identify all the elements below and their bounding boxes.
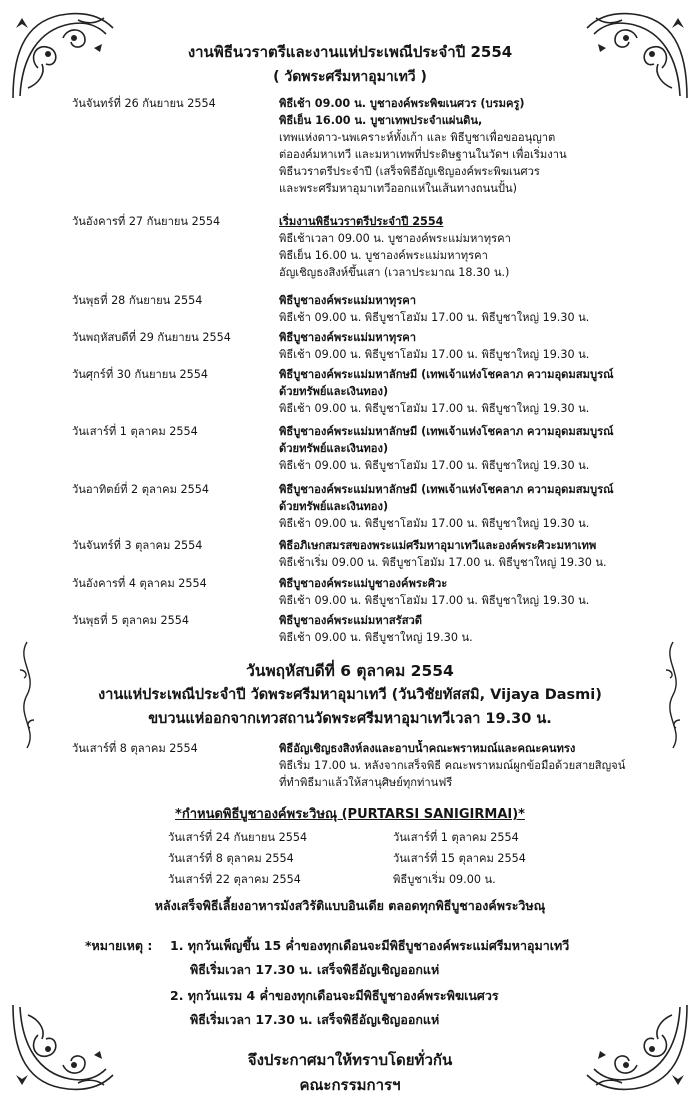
schedule-details [279,575,659,609]
schedule-details [279,740,659,791]
schedule-line: อัญเชิญธงสิงห์ขึ้นเสา (เวลาประมาณ 18.30 น.) [279,266,510,279]
schedule-date: วันพุธที่ 28 กันยายน 2554 [72,294,203,307]
schedule-line: พิธีเช้า 09.00 น. พิธีบูชาโฮมัม 17.00 น. พิธีบูชาใหญ่ 19.30 น. [279,517,590,530]
schedule-date: วันอังคารที่ 4 ตุลาคม 2554 [72,577,207,590]
schedule-date: วันพุธที่ 5 ตุลาคม 2554 [72,614,190,627]
schedule-line: พิธีอัญเชิญธงสิงห์ลงและอาบน้ำคณะพราหมณ์และคณะคนทรง [279,742,576,755]
schedule-details [279,423,659,474]
schedule-details [279,612,659,646]
note-1: 1. ทุกวันเพ็ญขึ้น 15 ค่ำของทุกเดือนจะมีพิธีบูชาองค์พระแม่ศรีมหาอุมาเทวี [170,938,570,953]
schedule-line: และพระศรีมหาอุมาเทวีออกแห่ในเส้นทางถนนปั้น) [279,182,517,195]
schedule-line: พิธีเช้า 09.00 น. พิธีบูชาโฮมัม 17.00 น. พิธีบูชาใหญ่ 19.30 น. [279,348,590,361]
schedule-date: วันเสาร์ที่ 8 ตุลาคม 2554 [72,742,198,755]
purtarsi-date: วันเสาร์ที่ 15 ตุลาคม 2554 [393,852,526,865]
notes-label: *หมายเหตุ : [85,938,153,953]
procession-title: งานแห่ประเพณีประจำปี วัดพระศรีมหาอุมาเทวี (วันวิชัยทัสสมิ, Vijaya Dasmi) [98,687,602,703]
schedule-details [279,329,659,363]
schedule-line: ต่อองค์มหาเทวี และมหาเทพที่ประดิษฐานในวัดฯ เพื่อเริ่มงาน [279,148,567,161]
schedule-line: พิธีเช้า 09.00 น. พิธีบูชาโฮมัม 17.00 น. พิธีบูชาใหญ่ 19.30 น. [279,402,590,415]
schedule-line: พิธีบูชาองค์พระแม่มหาทุรคา [279,331,417,344]
schedule-details [279,292,659,326]
schedule-line: พิธีบูชาองค์พระแม่มหาลักษมี (เทพเจ้าแห่งโชคลาภ ความอุดมสมบูรณ์ [279,483,614,496]
page-subtitle: ( วัดพระศรีมหาอุมาเทวี ) [273,69,427,85]
schedule-line: พิธีเช้า 09.00 น. พิธีบูชาใหญ่ 19.30 น. [279,631,473,644]
schedule-line: พิธีเช้า 09.00 น. บูชาองค์พระพิฆเนศวร (บรมครู) [279,97,525,110]
schedule-details [279,537,659,571]
closing-statement: จึงประกาศมาให้ทราบโดยทั่วกัน [247,1051,453,1069]
schedule-date: วันศุกร์ที่ 30 กันยายน 2554 [72,368,209,381]
note-2-detail: พิธีเริ่มเวลา 17.30 น. เสร็จพิธีอัญเชิญออกแห่ [190,1012,440,1027]
note-1-detail: พิธีเริ่มเวลา 17.30 น. เสร็จพิธีอัญเชิญออกแห่ [190,962,440,977]
schedule-line: เริ่มงานพิธีนวราตรีประจำปี 2554 [279,215,444,228]
schedule-date: วันอังคารที่ 27 กันยายน 2554 [72,215,221,228]
purtarsi-heading [0,803,700,824]
purtarsi-date: วันเสาร์ที่ 1 ตุลาคม 2554 [393,831,519,844]
schedule-line: พิธีบูชาองค์พระแม่บูชาองค์พระศิวะ [279,577,448,590]
schedule-details [279,95,659,197]
schedule-line: ด้วยทรัพย์และเงินทอง) [279,500,389,513]
schedule-line: พิธีเช้าเริ่ม 09.00 น. พิธีบูชาโฮมัม 17.00 น. พิธีบูชาใหญ่ 19.30 น. [279,556,607,569]
schedule-date: วันอาทิตย์ที่ 2 ตุลาคม 2554 [72,483,210,496]
schedule-line: พิธีอภิเษกสมรสของพระแม่ศรีมหาอุมาเทวีและองค์พระศิวะมหาเทพ [279,539,597,552]
schedule-details [279,481,659,532]
schedule-details [279,366,659,417]
procession-date: วันพฤหัสบดีที่ 6 ตุลาคม 2554 [246,662,454,680]
procession-time: ขบวนแห่ออกจากเทวสถานวัดพระศรีมหาอุมาเทวีเวลา 19.30 น. [148,711,552,727]
schedule-line: เทพแห่งดาว-นพเคราะห์ทั้งเก้า และ พิธีบูชาเพื่อขออนุญาต [279,131,556,144]
schedule-line: ด้วยทรัพย์และเงินทอง) [279,442,389,455]
schedule-line: พิธีบูชาองค์พระแม่มหาทุรคา [279,294,417,307]
purtarsi-heading-text: *กำหนดพิธีบูชาองค์พระวิษณุ (PURTARSI SANIGIRMAI)* [175,807,525,822]
schedule-date: วันเสาร์ที่ 1 ตุลาคม 2554 [72,425,198,438]
schedule-line: พิธีนวราตรีประจำปี (เสร็จพิธีอัญเชิญองค์พระพิฆเนศวร [279,165,540,178]
purtarsi-date: วันเสาร์ที่ 22 ตุลาคม 2554 [168,873,301,886]
schedule-line: พิธีเช้า 09.00 น. พิธีบูชาโฮมัม 17.00 น. พิธีบูชาใหญ่ 19.30 น. [279,459,590,472]
schedule-line: พิธีเช้าเวลา 09.00 น. บูชาองค์พระแม่มหาทุรคา [279,232,511,245]
schedule-line: พิธีบูชาองค์พระแม่มหาสรัสวดี [279,614,423,627]
purtarsi-date: วันเสาร์ที่ 24 กันยายน 2554 [168,831,308,844]
page-title: งานพิธีนวราตรีและงานแห่ประเพณีประจำปี 2554 [187,43,513,61]
schedule-line: พิธีเริ่ม 17.00 น. หลังจากเสร็จพิธี คณะพราหมณ์ผูกข้อมือด้วยสายสิญจน์ [279,759,626,772]
schedule-line: ด้วยทรัพย์และเงินทอง) [279,385,389,398]
schedule-line: พิธีเช้า 09.00 น. พิธีบูชาโฮมัม 17.00 น. พิธีบูชาใหญ่ 19.30 น. [279,594,590,607]
schedule-line: พิธีบูชาองค์พระแม่มหาลักษมี (เทพเจ้าแห่งโชคลาภ ความอุดมสมบูรณ์ [279,368,614,381]
schedule-line: พิธีเย็น 16.00 น. บูชาเทพประจำแผ่นดิน, [279,114,483,127]
note-2: 2. ทุกวันแรม 4 ค่ำของทุกเดือนจะมีพิธีบูชาองค์พระพิฆเนศวร [170,988,499,1003]
schedule-date: วันจันทร์ที่ 26 กันยายน 2554 [72,97,216,110]
schedule-date: วันพฤหัสบดีที่ 29 กันยายน 2554 [72,331,231,344]
schedule-date: วันจันทร์ที่ 3 ตุลาคม 2554 [72,539,203,552]
purtarsi-date: วันเสาร์ที่ 8 ตุลาคม 2554 [168,852,294,865]
feast-note: หลังเสร็จพิธีเลี้ยงอาหารมังสวิรัติแบบอินเดีย ตลอดทุกพิธีบูชาองค์พระวิษณุ [154,898,546,913]
schedule-line: พิธีเย็น 16.00 น. บูชาองค์พระแม่มหาทุรคา [279,249,488,262]
schedule-line: พิธีเช้า 09.00 น. พิธีบูชาโฮมัม 17.00 น. พิธีบูชาใหญ่ 19.30 น. [279,311,590,324]
purtarsi-time: พิธีบูชาเริ่ม 09.00 น. [393,873,496,886]
closing-signature: คณะกรรมการฯ [299,1076,401,1094]
schedule-line: พิธีบูชาองค์พระแม่มหาลักษมี (เทพเจ้าแห่งโชคลาภ ความอุดมสมบูรณ์ [279,425,614,438]
schedule-line: ที่ทำพิธีมาแล้วให้สานุศิษย์ทุกท่านฟรี [279,776,453,789]
schedule-details [279,213,659,281]
